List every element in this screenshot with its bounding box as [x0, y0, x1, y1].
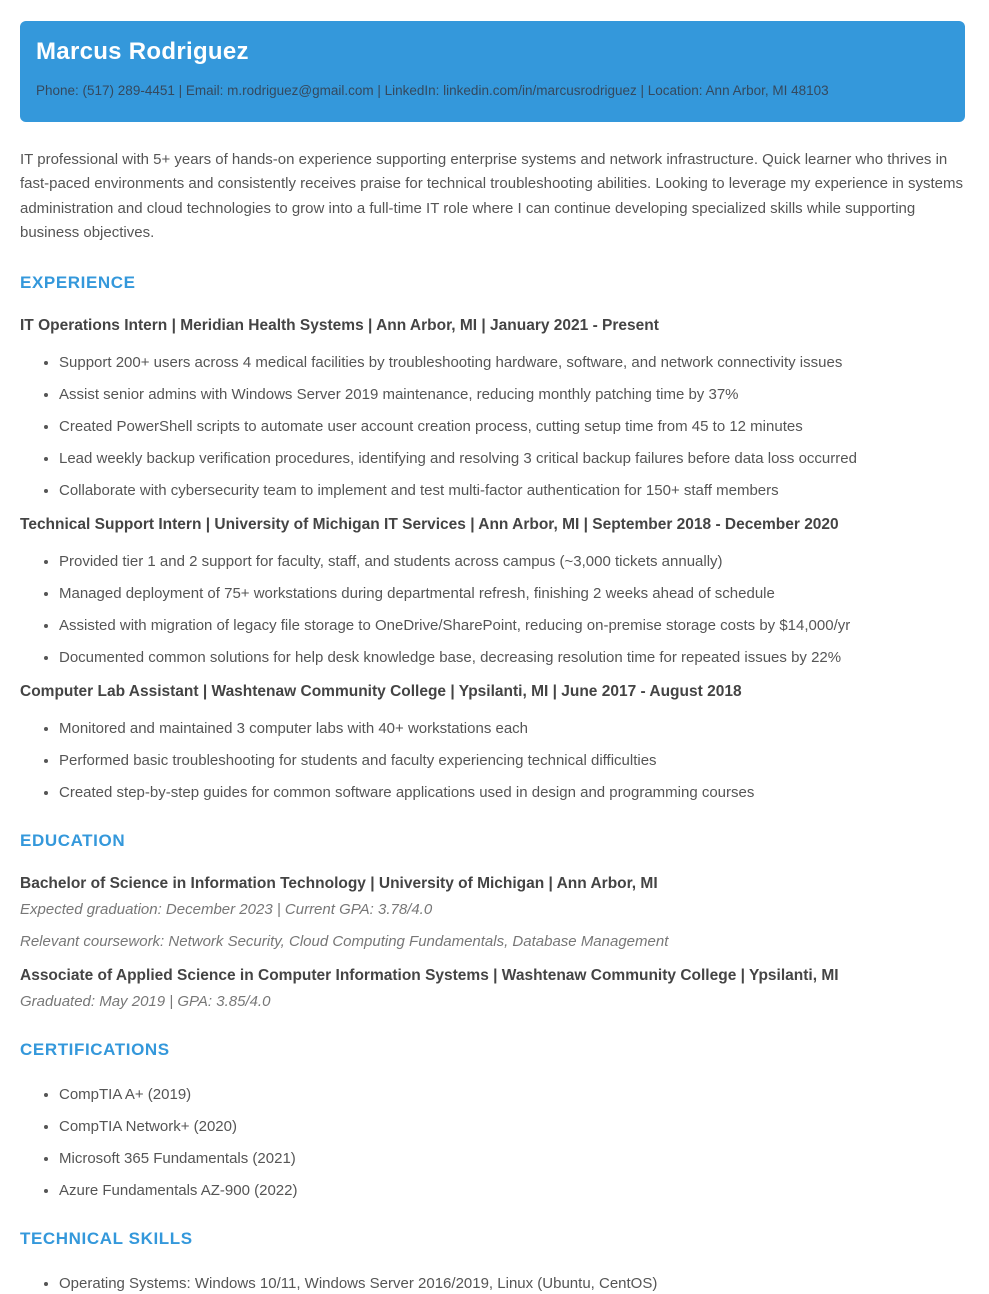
- bullet-item: • Performed basic troubleshooting for students and faculty experiencing technical difficulties: [59, 750, 965, 771]
- candidate-name: Marcus Rodriguez: [36, 38, 249, 65]
- bullet-item: • Assist senior admins with Windows Server 2019 maintenance, reducing monthly patching time by 37%: [59, 384, 965, 405]
- degree-1-details: Expected graduation: December 2023 | Current GPA: 3.78/4.0: [20, 901, 433, 919]
- job-title-3: Computer Lab Assistant | Washtenaw Community College | Ypsilanti, MI | June 2017 - August 2018: [20, 683, 742, 701]
- job-1-bullets: [20, 352, 965, 501]
- section-heading-certifications: CERTIFICATIONS: [20, 1040, 170, 1060]
- certification-item: • CompTIA Network+ (2020): [59, 1116, 965, 1137]
- bullet-item: • Support 200+ users across 4 medical facilities by troubleshooting hardware, software, and network connectivity issues: [59, 352, 965, 373]
- certification-item: • Azure Fundamentals AZ-900 (2022): [59, 1180, 965, 1201]
- job-3-bullets: [20, 718, 965, 803]
- job-title-1: IT Operations Intern | Meridian Health Systems | Ann Arbor, MI | January 2021 - Present: [20, 317, 659, 335]
- section-heading-education: EDUCATION: [20, 831, 126, 851]
- section-heading-experience: EXPERIENCE: [20, 273, 136, 293]
- bullet-item: • Created PowerShell scripts to automate user account creation process, cutting setup time from 45 to 12 minutes: [59, 416, 965, 437]
- certifications-list: [20, 1084, 965, 1201]
- section-heading-technical-skills: TECHNICAL SKILLS: [20, 1229, 193, 1249]
- bullet-item: • Collaborate with cybersecurity team to implement and test multi-factor authentication for 150+ staff members: [59, 480, 965, 501]
- bullet-item: • Managed deployment of 75+ workstations during departmental refresh, finishing 2 weeks ahead of schedule: [59, 583, 965, 604]
- degree-title-1: Bachelor of Science in Information Technology | University of Michigan | Ann Arbor, MI: [20, 875, 658, 893]
- job-2-bullets: [20, 551, 965, 668]
- degree-title-2: Associate of Applied Science in Computer Information Systems | Washtenaw Community College | Ypsilanti, MI: [20, 967, 839, 985]
- resume-header: [20, 21, 965, 122]
- summary-paragraph: IT professional with 5+ years of hands-on experience supporting enterprise systems and network infrastructure. Quick learner who thrives in fast-paced environments and consistently receives praise for technical troubleshooting abilities. Looking to leverage my experience in systems administration and cloud technologies to grow into a full-time IT role where I can continue developing specialized skills while supporting business objectives.: [20, 151, 963, 241]
- certification-item: • CompTIA A+ (2019): [59, 1084, 965, 1105]
- bullet-item: • Created step-by-step guides for common software applications used in design and programming courses: [59, 782, 965, 803]
- degree-2-details: Graduated: May 2019 | GPA: 3.85/4.0: [20, 993, 271, 1011]
- degree-1-coursework: Relevant coursework: Network Security, Cloud Computing Fundamentals, Database Management: [20, 933, 669, 951]
- certification-item: • Microsoft 365 Fundamentals (2021): [59, 1148, 965, 1169]
- bullet-item: • Provided tier 1 and 2 support for faculty, staff, and students across campus (~3,000 tickets annually): [59, 551, 965, 572]
- skill-item: • Operating Systems: Windows 10/11, Windows Server 2016/2019, Linux (Ubuntu, CentOS): [59, 1273, 965, 1294]
- job-title-2: Technical Support Intern | University of Michigan IT Services | Ann Arbor, MI | September 2018 - December 2020: [20, 516, 839, 534]
- bullet-item: • Monitored and maintained 3 computer labs with 40+ workstations each: [59, 718, 965, 739]
- technical-skills-list: [20, 1273, 965, 1294]
- bullet-item: • Assisted with migration of legacy file storage to OneDrive/SharePoint, reducing on-premise storage costs by $14,000/yr: [59, 615, 965, 636]
- bullet-item: • Lead weekly backup verification procedures, identifying and resolving 3 critical backup failures before data loss occurred: [59, 448, 965, 469]
- bullet-item: • Documented common solutions for help desk knowledge base, decreasing resolution time for repeated issues by 22%: [59, 647, 965, 668]
- contact-info: Phone: (517) 289-4451 | Email: m.rodriguez@gmail.com | LinkedIn: linkedin.com/in/marcusrodriguez | Location: Ann Arbor, MI 48103: [36, 83, 829, 98]
